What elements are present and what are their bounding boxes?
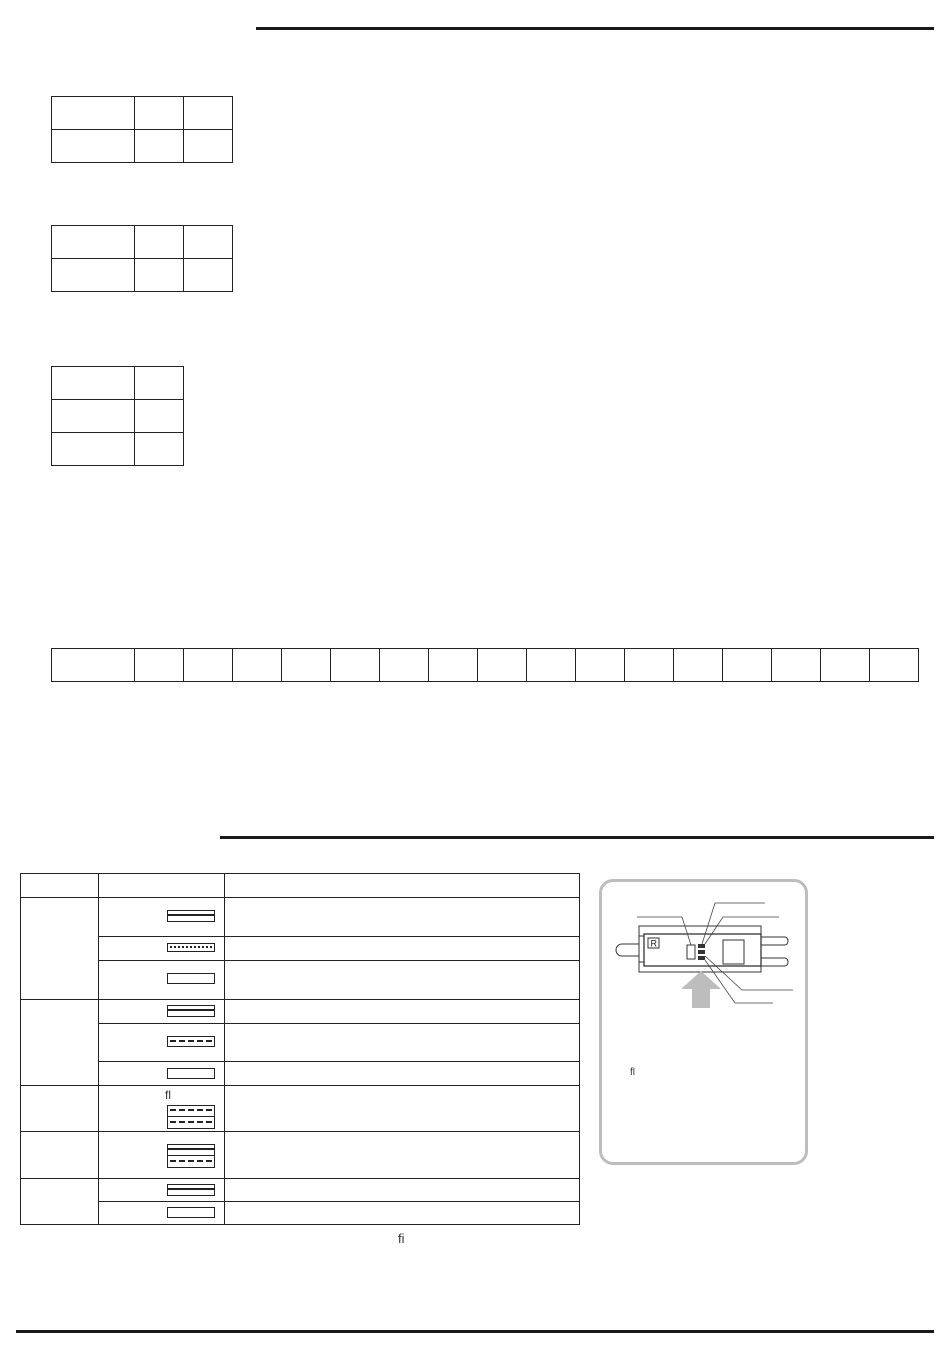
grid-cell <box>135 400 184 433</box>
lamp-off-icon <box>167 1068 215 1079</box>
grid-cell <box>52 433 135 466</box>
section-rule-middle <box>220 836 934 839</box>
indicator-legend-table <box>20 873 580 1225</box>
grid-cell <box>135 649 184 682</box>
grid-cell <box>184 130 233 163</box>
legend-description-cell <box>225 961 580 1000</box>
grid-cell <box>135 367 184 400</box>
grid-cell <box>380 649 429 682</box>
legend-footnote-glyph: ﬁ <box>398 1231 405 1246</box>
legend-lamp-cell <box>99 1024 225 1062</box>
legend-description-cell <box>225 1000 580 1024</box>
lamp-dotted-icon <box>167 943 215 952</box>
dip-switch-icon <box>687 945 695 959</box>
grid-cell <box>184 226 233 259</box>
grid-cell <box>52 130 135 163</box>
grid-cell <box>135 130 184 163</box>
lamp-dual-blinking-icon <box>167 1105 215 1129</box>
lamp-double-line-icon <box>167 1005 215 1017</box>
lamp-double-line-icon <box>167 910 215 922</box>
lamp-on-blinking-icon <box>167 1144 215 1168</box>
grid-cell <box>135 226 184 259</box>
legend-group-cell <box>21 1086 99 1132</box>
legend-lamp-cell <box>99 1086 225 1132</box>
legend-lamp-cell <box>99 937 225 961</box>
caption-glyph: ﬂ <box>630 1067 635 1078</box>
legend-description-cell <box>225 937 580 961</box>
legend-lamp-cell <box>99 1179 225 1202</box>
legend-description-cell <box>225 1179 580 1202</box>
settings-grid-long <box>51 648 919 682</box>
legend-lamp-cell <box>99 961 225 1000</box>
legend-lamp-cell <box>99 1132 225 1179</box>
grid-cell <box>478 649 527 682</box>
grid-cell <box>772 649 821 682</box>
led-3-icon <box>698 956 705 960</box>
indicator-label: R <box>650 938 657 949</box>
legend-description-cell <box>225 1132 580 1179</box>
settings-grid-2 <box>51 225 233 292</box>
lamp-blinking-icon <box>167 1036 215 1047</box>
legend-group-cell <box>21 898 99 1000</box>
settings-grid-1 <box>51 96 233 163</box>
legend-group-cell <box>21 1132 99 1179</box>
grid-cell <box>52 97 135 130</box>
legend-lamp-cell <box>99 1000 225 1024</box>
led-1-icon <box>698 944 705 948</box>
grid-cell <box>52 226 135 259</box>
terminal-block <box>723 940 744 964</box>
grid-cell <box>184 649 233 682</box>
grid-cell <box>576 649 625 682</box>
grid-cell <box>870 649 919 682</box>
grid-cell <box>52 649 135 682</box>
legend-description-cell <box>225 898 580 937</box>
legend-group-cell <box>21 1179 99 1225</box>
lamp-off-icon <box>167 1207 215 1218</box>
grid-cell <box>625 649 674 682</box>
section-rule-top <box>256 27 934 30</box>
grid-cell <box>135 259 184 292</box>
legend-header-cell <box>225 874 580 898</box>
grid-cell <box>282 649 331 682</box>
legend-lamp-cell <box>99 1202 225 1225</box>
legend-lamp-cell <box>99 898 225 937</box>
page-rule-bottom <box>16 1330 934 1333</box>
grid-cell <box>52 400 135 433</box>
grid-cell <box>52 367 135 400</box>
grid-cell <box>723 649 772 682</box>
grid-cell <box>184 259 233 292</box>
grid-cell <box>184 97 233 130</box>
up-arrow-icon <box>681 971 721 1008</box>
grid-cell <box>527 649 576 682</box>
lamp-note-glyph: ﬂ <box>165 1088 171 1102</box>
legend-description-cell <box>225 1086 580 1132</box>
grid-cell <box>233 649 282 682</box>
led-2-icon <box>698 950 705 954</box>
cable-right-lower <box>760 958 788 966</box>
legend-description-cell <box>225 1202 580 1225</box>
settings-grid-3 <box>51 366 184 466</box>
device-diagram-panel <box>599 879 808 1165</box>
legend-group-cell <box>21 1000 99 1086</box>
grid-cell <box>674 649 723 682</box>
grid-cell <box>135 433 184 466</box>
grid-cell <box>429 649 478 682</box>
grid-cell <box>331 649 380 682</box>
lamp-double-line-icon <box>167 1184 215 1196</box>
legend-header-cell <box>21 874 99 898</box>
legend-lamp-cell <box>99 1062 225 1086</box>
grid-cell <box>135 97 184 130</box>
legend-description-cell <box>225 1024 580 1062</box>
grid-cell <box>821 649 870 682</box>
grid-cell <box>52 259 135 292</box>
legend-description-cell <box>225 1062 580 1086</box>
legend-header-cell <box>99 874 225 898</box>
cable-right-upper <box>760 937 788 945</box>
lamp-off-icon <box>167 973 215 984</box>
device-diagram <box>602 882 805 1162</box>
